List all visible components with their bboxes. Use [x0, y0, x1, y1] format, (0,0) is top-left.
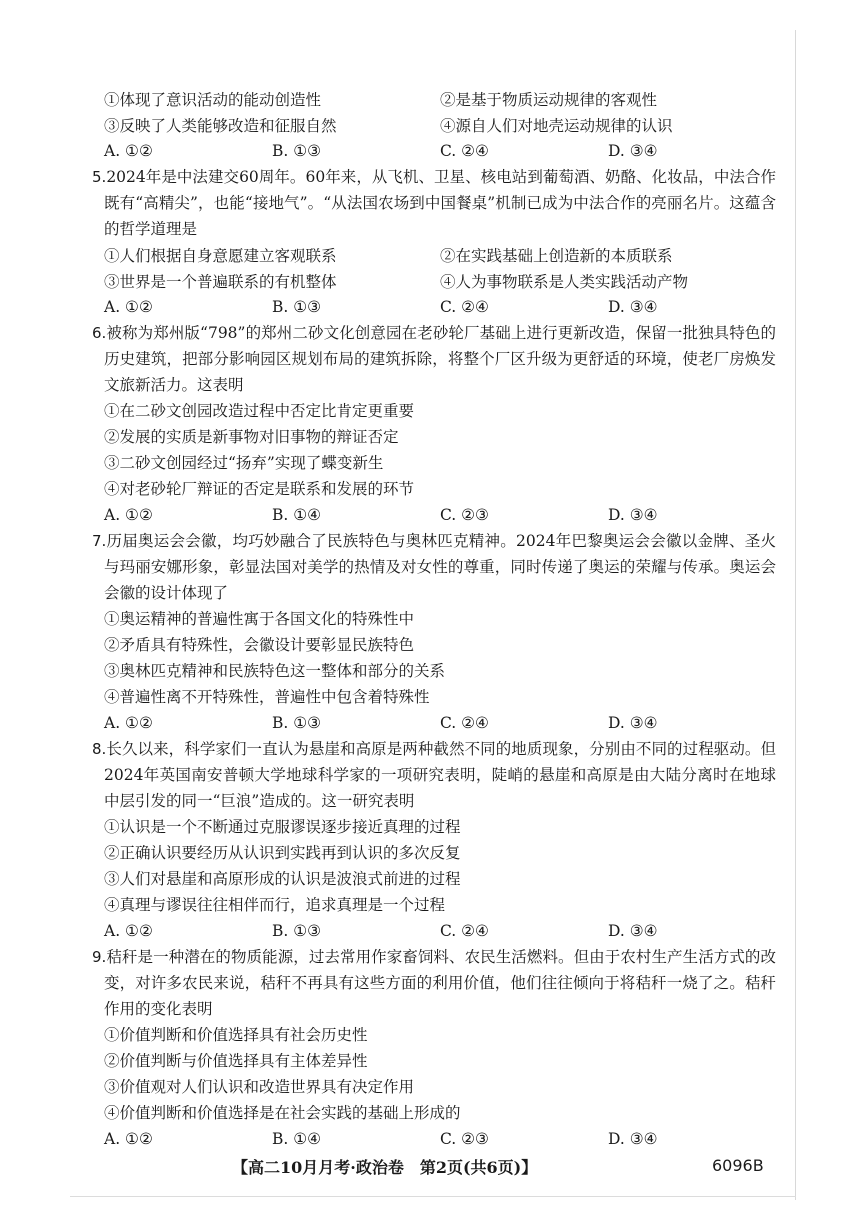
question-number: 5.	[92, 168, 107, 186]
answer-choice: B. ①③	[272, 298, 322, 316]
answer-choice: D. ③④	[608, 922, 658, 940]
option-item: ③价值观对人们认识和改造世界具有决定作用	[104, 1078, 415, 1096]
question-text: 历届奥运会会徽，均巧妙融合了民族特色与奥林匹克精神。2024年巴黎奥运会会徽以金牌、圣火与玛丽安娜形象，彰显法国对美学的热情及对女性的尊重，同时传递了奥运的荣耀与传承。奥运会会徽的设计体现了	[104, 532, 776, 602]
question-9	[92, 944, 776, 1152]
answer-choice: B. ①④	[272, 1130, 322, 1148]
scan-edge-line	[795, 30, 796, 1200]
option-item: ①体现了意识活动的能动创造性	[104, 91, 322, 109]
option-item: ④对老砂轮厂辩证的否定是联系和发展的环节	[104, 480, 415, 498]
answer-choice: A. ①②	[104, 1130, 153, 1148]
answer-choice: B. ①③	[272, 142, 322, 160]
option-item: ②矛盾具有特殊性，会徽设计要彰显民族特色	[104, 636, 415, 654]
answer-choice: B. ①③	[272, 714, 322, 732]
answer-choice: A. ①②	[104, 922, 153, 940]
answer-choice: A. ①②	[104, 142, 153, 160]
page-content	[92, 86, 776, 1152]
answer-choice: C. ②④	[440, 922, 489, 940]
question-stem	[92, 164, 776, 242]
option-item: ④真理与谬误往往相伴而行，追求真理是一个过程	[104, 896, 446, 914]
option-item: ②是基于物质运动规律的客观性	[440, 91, 658, 109]
option-item: ④人为事物联系是人类实践活动产物	[440, 273, 689, 291]
answer-choice: D. ③④	[608, 1130, 658, 1148]
option-item: ④价值判断和价值选择是在社会实践的基础上形成的	[104, 1104, 461, 1122]
question-6	[92, 320, 776, 528]
option-item: ③人们对悬崖和高原形成的认识是波浪式前进的过程	[104, 870, 461, 888]
question-stem	[92, 736, 776, 814]
question-text: 被称为郑州版“798”的郑州二砂文化创意园在老砂轮厂基础上进行更新改造，保留一批独具特色的历史建筑，把部分影响园区规划布局的建筑拆除，将整个厂区升级为更舒适的环境，使老厂房焕发文旅新活力。这表明	[104, 324, 776, 394]
question-stem	[92, 528, 776, 606]
option-item: ①认识是一个不断通过克服谬误逐步接近真理的过程	[104, 818, 461, 836]
option-item: ①价值判断和价值选择具有社会历史性	[104, 1026, 368, 1044]
question-8	[92, 736, 776, 944]
answer-choice: C. ②④	[440, 298, 489, 316]
option-item: ②发展的实质是新事物对旧事物的辩证否定	[104, 428, 399, 446]
question-number: 6.	[92, 324, 107, 342]
answer-choice: B. ①③	[272, 922, 322, 940]
question-5	[92, 164, 776, 320]
question-text: 秸秆是一种潜在的物质能源，过去常用作家畜饲料、农民生活燃料。但由于农村生产生活方式的改变，对许多农民来说，秸秆不再具有这些方面的利用价值，他们往往倾向于将秸秆一烧了之。秸秆作用的变化表明	[104, 948, 776, 1018]
option-item: ①奥运精神的普遍性寓于各国文化的特殊性中	[104, 610, 415, 628]
question-number: 9.	[92, 948, 107, 966]
answer-choice: D. ③④	[608, 506, 658, 524]
answer-choice: D. ③④	[608, 714, 658, 732]
answer-choice: A. ①②	[104, 506, 153, 524]
option-item: ①人们根据自身意愿建立客观联系	[104, 247, 337, 265]
answer-choice: D. ③④	[608, 298, 658, 316]
answer-choice: C. ②④	[440, 142, 489, 160]
option-item: ④普遍性离不开特殊性，普遍性中包含着特殊性	[104, 688, 430, 706]
option-item: ②价值判断与价值选择具有主体差异性	[104, 1052, 368, 1070]
option-item: ②在实践基础上创造新的本质联系	[440, 247, 673, 265]
answer-choice: C. ②④	[440, 714, 489, 732]
footer-page-label: 【高二10月月考·政治卷 第2页(共6页)】	[232, 1158, 538, 1177]
option-item: ②正确认识要经历从认识到实践再到认识的多次反复	[104, 844, 461, 862]
page-footer	[0, 1155, 868, 1185]
footer-paper-code: 6096B	[712, 1156, 764, 1175]
answer-choice: D. ③④	[608, 142, 658, 160]
option-item: ③奥林匹克精神和民族特色这一整体和部分的关系	[104, 662, 446, 680]
option-item: ③世界是一个普遍联系的有机整体	[104, 273, 337, 291]
question-7	[92, 528, 776, 736]
answer-choice: C. ②③	[440, 1130, 489, 1148]
option-item: ③二砂文创园经过“扬弃”实现了蝶变新生	[104, 454, 384, 472]
question-number: 8.	[92, 740, 107, 758]
option-item: ③反映了人类能够改造和征服自然	[104, 117, 337, 135]
answer-choice: C. ②③	[440, 506, 489, 524]
option-item: ④源自人们对地壳运动规律的认识	[440, 117, 673, 135]
question-text: 长久以来，科学家们一直认为悬崖和高原是两种截然不同的地质现象，分别由不同的过程驱动。但2024年英国南安普顿大学地球科学家的一项研究表明，陡峭的悬崖和高原是由大陆分离时在地球中层引发的同一“巨浪”造成的。这一研究表明	[104, 740, 776, 810]
question-number: 7.	[92, 532, 107, 550]
answer-choice: A. ①②	[104, 298, 153, 316]
question-stem	[92, 320, 776, 398]
question-text: 2024年是中法建交60周年。60年来，从飞机、卫星、核电站到葡萄酒、奶酪、化妆品，中法合作既有“高精尖”，也能“接地气”。“从法国农场到中国餐桌”机制已成为中法合作的亮丽名片。这蕴含的哲学道理是	[104, 168, 776, 238]
answer-choice: B. ①④	[272, 506, 322, 524]
question-stem	[92, 944, 776, 1022]
scan-bottom-line	[70, 1196, 796, 1197]
option-item: ①在二砂文创园改造过程中否定比肯定更重要	[104, 402, 415, 420]
answer-choice: A. ①②	[104, 714, 153, 732]
prev-question-options	[104, 86, 776, 164]
